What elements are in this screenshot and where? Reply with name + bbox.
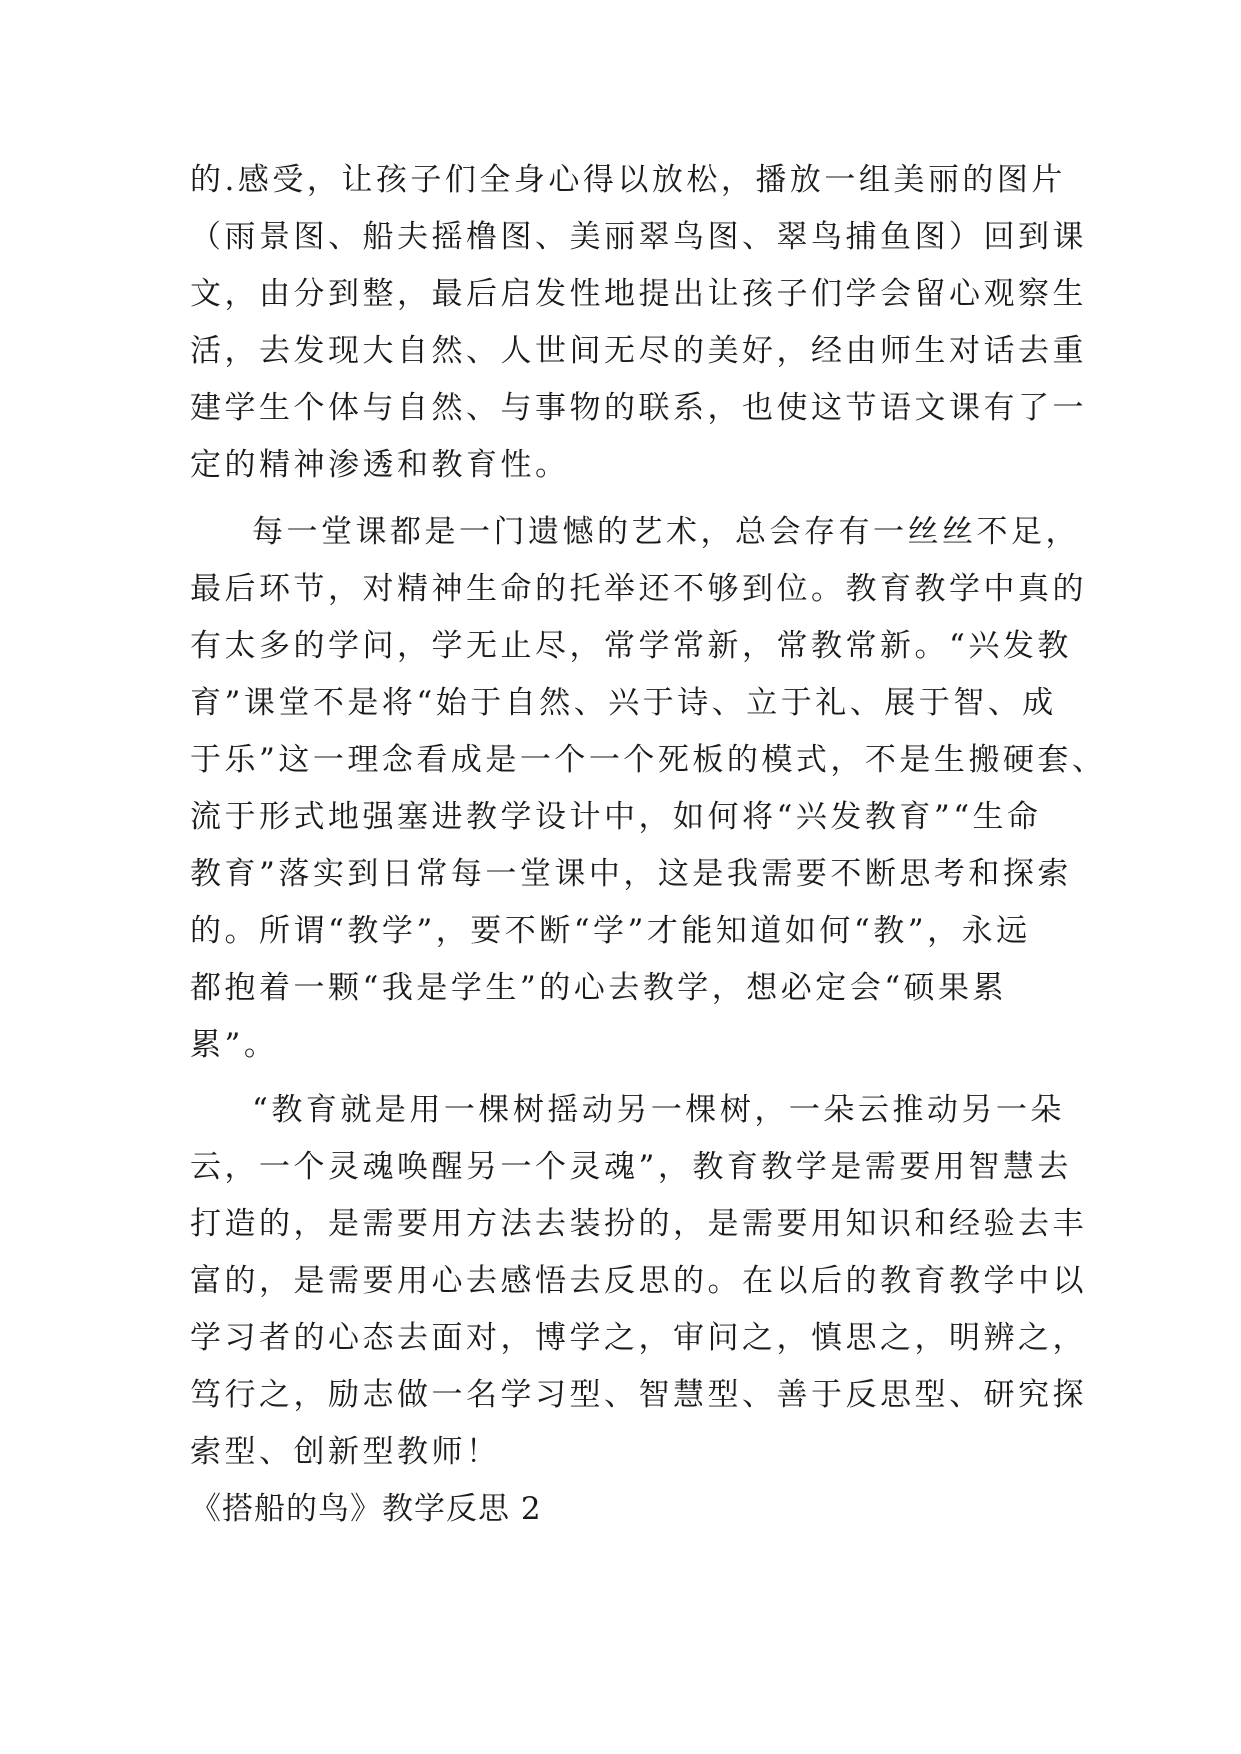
text-line: 文，由分到整，最后启发性地提出让孩子们学会留心观察生 xyxy=(190,276,1087,312)
text-line: 的。所谓“教学”，要不断“学”才能知道如何“教”，永远 xyxy=(190,913,1031,949)
text-line: 打造的，是需要用方法去装扮的，是需要用知识和经验去丰 xyxy=(190,1206,1087,1242)
text-line: 每一堂课都是一门遗憾的艺术，总会存有一丝丝不足， xyxy=(252,514,1080,550)
text-line: 累”。 xyxy=(190,1027,279,1063)
text-line: 有太多的学问，学无止尽，常学常新，常教常新。“兴发教 xyxy=(190,628,1072,664)
text-line: 的.感受，让孩子们全身心得以放松，播放一组美丽的图片 xyxy=(190,162,1066,198)
text-line: “教育就是用一棵树摇动另一棵树，一朵云推动另一朵 xyxy=(252,1092,1065,1128)
text-line: 于乐”这一理念看成是一个一个死板的模式，不是生搬硬套、 xyxy=(190,742,1107,778)
text-line: 索型、创新型教师！ xyxy=(190,1434,501,1470)
text-line: 富的，是需要用心去感悟去反思的。在以后的教育教学中以 xyxy=(190,1263,1087,1299)
text-line: 最后环节，对精神生命的托举还不够到位。教育教学中真的 xyxy=(190,571,1087,607)
text-line: 流于形式地强塞进教学设计中，如何将“兴发教育”“生命 xyxy=(190,799,1042,835)
text-line: （雨景图、船夫摇橹图、美丽翠鸟图、翠鸟捕鱼图）回到课 xyxy=(190,219,1087,255)
text-line: 笃行之，励志做一名学习型、智慧型、善于反思型、研究探 xyxy=(190,1377,1087,1413)
section-heading: 《搭船的鸟》教学反思 2 xyxy=(190,1491,542,1527)
text-line: 学习者的心态去面对，博学之，审问之，慎思之，明辨之， xyxy=(190,1320,1087,1356)
text-line: 定的精神渗透和教育性。 xyxy=(190,447,570,483)
text-line: 云，一个灵魂唤醒另一个灵魂”，教育教学是需要用智慧去 xyxy=(190,1149,1072,1185)
text-line: 教育”落实到日常每一堂课中，这是我需要不断思考和探索 xyxy=(190,856,1072,892)
text-line: 活，去发现大自然、人世间无尽的美好，经由师生对话去重 xyxy=(190,333,1087,369)
text-line: 建学生个体与自然、与事物的联系，也使这节语文课有了一 xyxy=(190,390,1087,426)
text-line: 育”课堂不是将“始于自然、兴于诗、立于礼、展于智、成 xyxy=(190,685,1057,721)
text-line: 都抱着一颗“我是学生”的心去教学，想必定会“硕果累 xyxy=(190,970,1008,1006)
